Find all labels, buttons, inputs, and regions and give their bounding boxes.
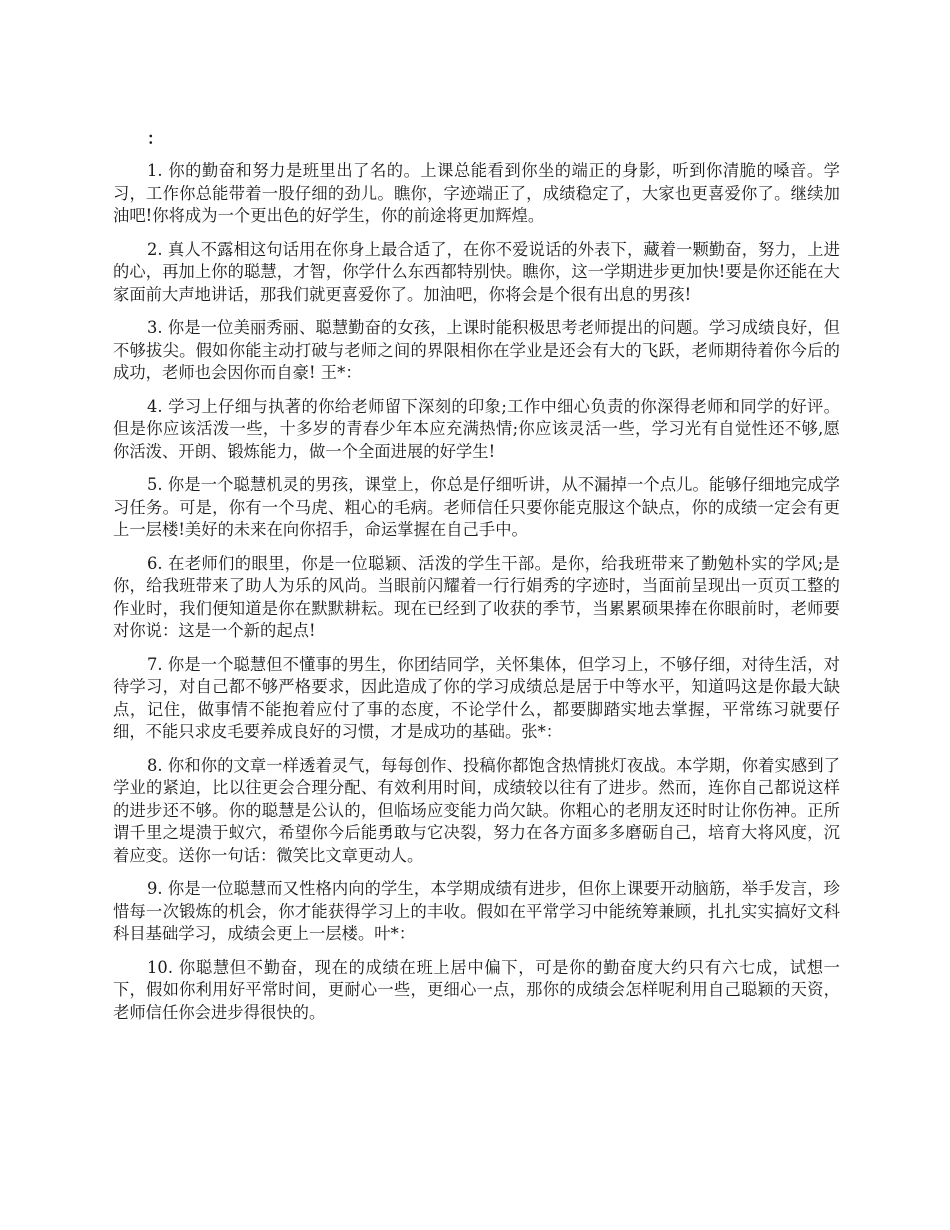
comment-paragraph-2: 2. 真人不露相这句话用在你身上最合适了，在你不爱说话的外表下，藏着一颗勤奋，努力，上进的心，再加上你的聪慧，才智，你学什么东西都特别快。瞧你，这一学期进步更加快!要是你还能在大家面前大声地讲话，那我们就更喜爱你了。加油吧，你将会是个很有出息的男孩!: [113, 239, 840, 304]
comment-paragraph-10: 10. 你聪慧但不勤奋，现在的成绩在班上居中偏下，可是你的勤奋度大约只有六七成，试想一下，假如你利用好平常时间，更耐心一些，更细心一点，那你的成绩会怎样呢利用自己聪颖的天资，老师信任你会进步得很快的。: [113, 957, 840, 1022]
lead-colon: ：: [147, 129, 164, 148]
comment-paragraph-1: 1. 你的勤奋和努力是班里出了名的。上课总能看到你坐的端正的身影，听到你清脆的嗓音。学习，工作你总能带着一股仔细的劲儿。瞧你，字迹端正了，成绩稳定了，大家也更喜爱你了。继续加油吧!你将成为一个更出色的好学生，你的前途将更加辉煌。: [113, 161, 840, 225]
comment-paragraph-5: 5. 你是一个聪慧机灵的男孩，课堂上，你总是仔细听讲，从不漏掉一个点儿。能够仔细地完成学习任务。可是，你有一个马虎、粗心的毛病。老师信任只要你能克服这个缺点，你的成绩一定会有更上一层楼!美好的未来在向你招手，命运掌握在自己手中。: [113, 475, 840, 539]
document-body: [113, 128, 840, 1035]
comment-paragraph-6: 6. 在老师们的眼里，你是一位聪颖、活泼的学生干部。是你，给我班带来了勤勉朴实的学风;是你，给我班带来了助人为乐的风尚。当眼前闪耀着一行行娟秀的字迹时，当面前呈现出一页页工整的作业时，我们便知道是你在默默耕耘。现在已经到了收获的季节，当累累硕果捧在你眼前时，老师要对你说：这是一个新的起点!: [113, 553, 840, 640]
comment-paragraph-7: 7. 你是一个聪慧但不懂事的男生，你团结同学，关怀集体，但学习上，不够仔细，对待生活，对待学习，对自己都不够严格要求，因此造成了你的学习成绩总是居于中等水平，知道吗这是你最大缺点，记住，做事情不能抱着应付了事的态度，不论学什么，都要脚踏实地去掌握，平常练习就要仔细，不能只求皮毛要养成良好的习惯，才是成功的基础。张*：: [113, 654, 840, 741]
comment-paragraph-8: 8. 你和你的文章一样透着灵气，每每创作、投稿你都饱含热情挑灯夜战。本学期，你着实感到了学业的紧迫，比以往更会合理分配、有效利用时间，成绩较以往有了进步。然而，连你自己都说这样的进步还不够。你的聪慧是公认的，但临场应变能力尚欠缺。你粗心的老朋友还时时让你伤神。正所谓千里之堤溃于蚁穴，希望你今后能勇敢与它决裂，努力在各方面多多磨砺自己，培育大将风度，沉着应变。送你一句话：微笑比文章更动人。: [113, 755, 840, 865]
comment-paragraph-9: 9. 你是一位聪慧而又性格内向的学生，本学期成绩有进步，但你上课要开动脑筋，举手发言，珍惜每一次锻炼的机会，你才能获得学习上的丰收。假如在平常学习中能统筹兼顾，扎扎实实搞好文科科目基础学习，成绩会更上一层楼。叶*：: [113, 879, 840, 943]
comment-paragraph-3: 3. 你是一位美丽秀丽、聪慧勤奋的女孩，上课时能积极思考老师提出的问题。学习成绩良好，但不够拔尖。假如你能主动打破与老师之间的界限相你在学业是还会有大的飞跃，老师期待着你今后的成功，老师也会因你而自豪! 王*：: [113, 318, 840, 382]
comment-paragraph-4: 4. 学习上仔细与执著的你给老师留下深刻的印象;工作中细心负责的你深得老师和同学的好评。但是你应该活泼一些，十多岁的青春少年本应充满热情;你应该灵活一些，学习光有自觉性还不够,愿你活泼、开朗、锻炼能力，做一个全面进展的好学生!: [113, 396, 840, 461]
